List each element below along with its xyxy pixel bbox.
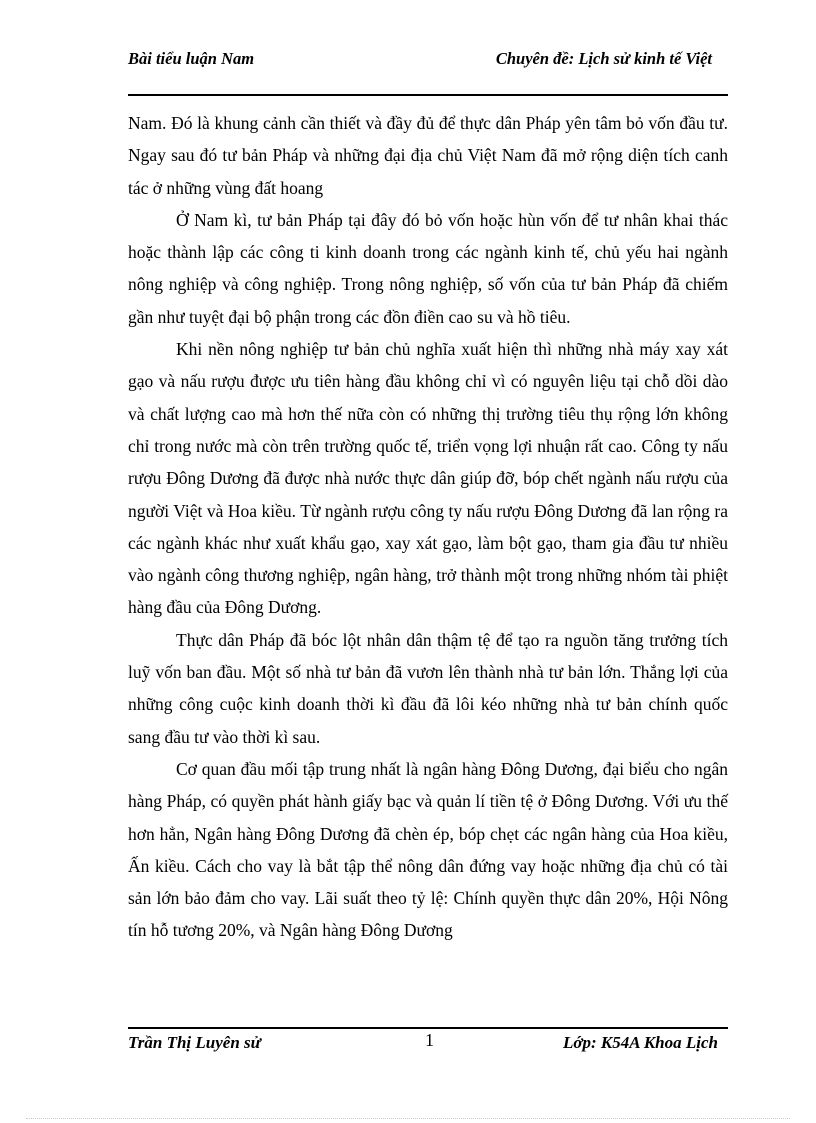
header-right-text: Chuyên đề: Lịch sử kinh tế Việt — [495, 49, 712, 68]
footer-author: Trần Thị Luyên sử — [128, 1033, 261, 1052]
page-header — [128, 48, 728, 92]
footer-class: Lớp: K54A Khoa Lịch — [562, 1033, 718, 1052]
page-footer — [128, 1032, 728, 1080]
bottom-dotted-divider — [26, 1118, 790, 1119]
page-number: 1 — [425, 1030, 434, 1050]
document-body — [128, 107, 728, 947]
header-left-text: Bài tiểu luận Nam — [128, 49, 255, 68]
paragraph-2: Ở Nam kì, tư bản Pháp tại đây đó bỏ vốn hoặc hùn vốn để tư nhân khai thác hoặc thành lập các công ti kinh doanh trong các ngành kinh tế, chủ yếu hai ngành nông nghiệp và công nghiệp. Trong nông nghiệp, số vốn của tư bản Pháp đã chiếm gần như tuyệt đại bộ phận trong các đồn điền cao su và hồ tiêu. — [128, 209, 728, 327]
paragraph-1: Nam. Đó là khung cảnh cần thiết và đầy đủ để thực dân Pháp yên tâm bỏ vốn đầu tư. Ngay sau đó tư bản Pháp và những đại địa chủ Việt Nam đã mở rộng diện tích canh tác ở những vùng đất hoang — [128, 113, 728, 198]
footer-rule — [128, 1027, 728, 1029]
header-rule — [128, 94, 728, 96]
paragraph-3: Khi nền nông nghiệp tư bản chủ nghĩa xuất hiện thì những nhà máy xay xát gạo và nấu rượu được ưu tiên hàng đầu không chỉ vì có nguyên liệu tại chỗ dồi dào và chất lượng cao mà hơn thế nữa còn có những thị trường tiêu thụ rộng lớn không chỉ trong nước mà còn trên trường quốc tế, triển vọng lợi nhuận rất cao. Công ty nấu rượu Đông Dương đã được nhà nước thực dân giúp đỡ, bóp chết ngành nấu rượu của người Việt và Hoa kiều. Từ ngành rượu công ty nấu rượu Đông Dương đã lan rộng ra các ngành khác như xuất khẩu gạo, xay xát gạo, làm bột gạo, tham gia đầu tư nhiều vào ngành công thương nghiệp, ngân hàng, trở thành một trong những nhóm tài phiệt hàng đầu của Đông Dương. — [128, 339, 728, 618]
paragraph-5: Cơ quan đầu mối tập trung nhất là ngân hàng Đông Dương, đại biểu cho ngân hàng Pháp, có quyền phát hành giấy bạc và quản lí tiền tệ ở Đông Dương. Với ưu thế hơn hẳn, Ngân hàng Đông Dương đã chèn ép, bóp chẹt các ngân hàng của Hoa kiều, Ấn kiều. Cách cho vay là bắt tập thể nông dân đứng vay hoặc những địa chủ có tài sản lớn bảo đảm cho vay. Lãi suất theo tỷ lệ: Chính quyền thực dân 20%, Hội Nông tín hỗ tương 20%, và Ngân hàng Đông Dương — [128, 758, 728, 941]
paragraph-4: Thực dân Pháp đã bóc lột nhân dân thậm tệ để tạo ra nguồn tăng trưởng tích luỹ vốn ban đầu. Một số nhà tư bản đã vươn lên thành nhà tư bản lớn. Thắng lợi của những công cuộc kinh doanh thời kì đầu đã lôi kéo những nhà tư bản chính quốc sang đầu tư vào thời kì sau. — [128, 629, 728, 747]
